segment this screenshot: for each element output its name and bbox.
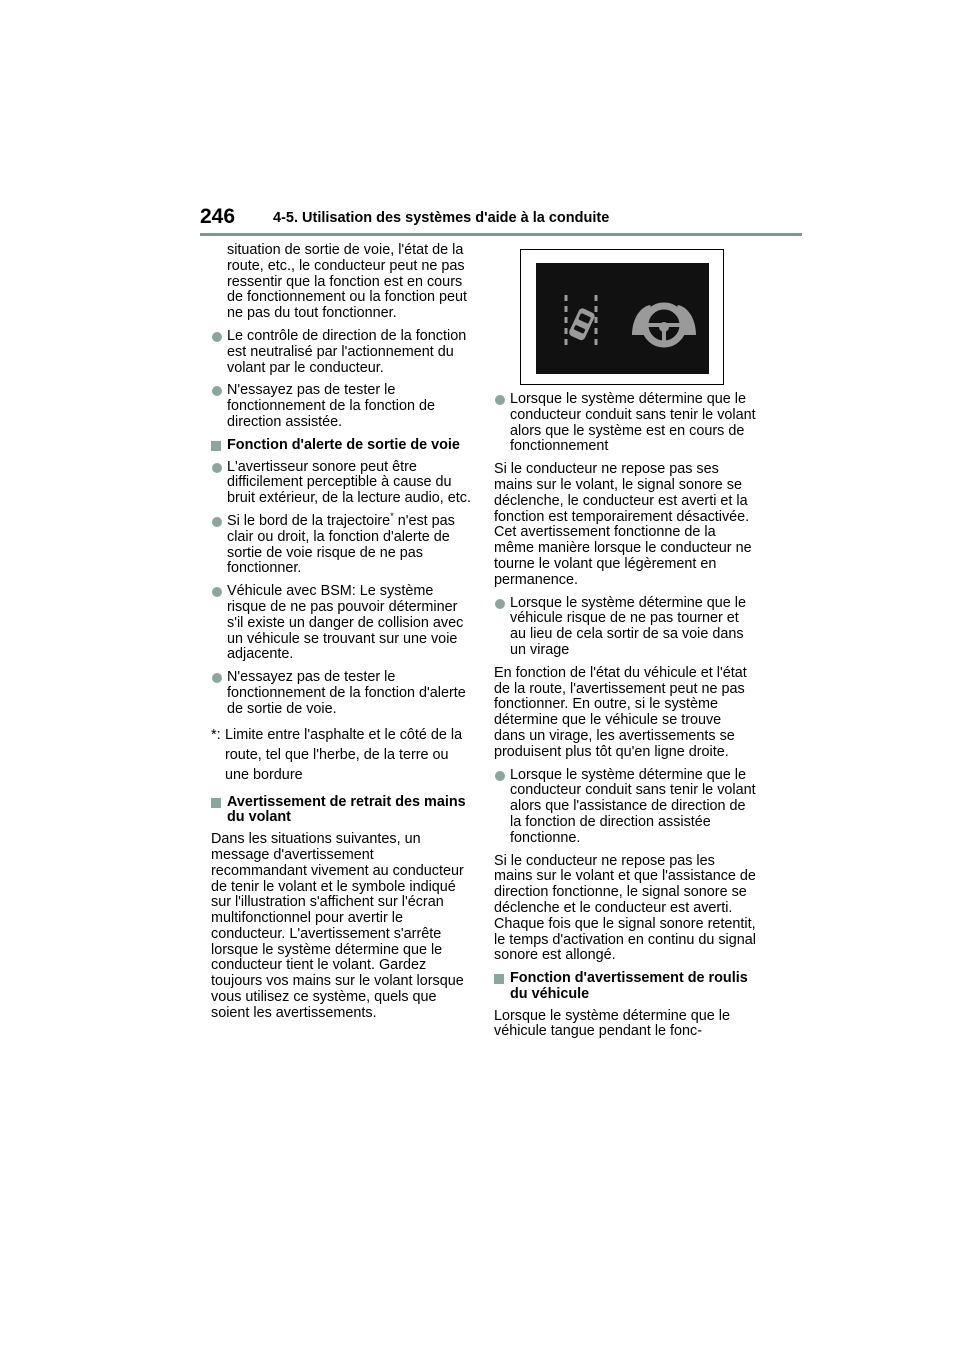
lane-departure-icon <box>566 295 596 345</box>
bullet-item <box>211 329 473 376</box>
bullet-dot-icon <box>495 395 505 405</box>
page-header <box>200 205 802 235</box>
footnote <box>211 725 473 785</box>
right-column <box>494 392 756 1047</box>
bullet-item <box>211 670 473 717</box>
section-heading-lane-alert <box>211 438 473 454</box>
bullet-dot-icon <box>212 587 222 597</box>
continuation-text: situation de sortie de voie, l'état de la route, etc., le conducteur peut ne pas ressentir que la fonction est en cours de fonctionnement ou la fonction peut ne pas du tout fonctionner. <box>227 242 468 322</box>
display-icons <box>536 263 709 374</box>
bullet-text: N'essayez pas de tester le fonctionnement de la fonction d'alerte de sortie de voie. <box>227 669 466 717</box>
bullet-dot-icon <box>212 463 222 473</box>
multi-information-display <box>536 263 709 374</box>
paragraph: Dans les situations suivantes, un message d'avertissement recommandant vivement au conducteur de tenir le volant et le symbole indiqué sur l'illustration s'affichent sur l'écran multifonctionnel pour avertir le conducteur. L'avertissement s'arrête lorsque le système détermine que le conducteur tient le volant. Gardez toujours vos mains sur le volant lorsque vous utilisez ce système, quels que soient les avertissements. <box>211 831 464 1021</box>
bullet-text: Le contrôle de direction de la fonction est neutralisé par l'actionnement du volant par le conducteur. <box>227 327 467 376</box>
illustration-figure <box>520 249 724 385</box>
bullet-item <box>494 768 756 847</box>
bullet-dot-icon <box>212 517 222 527</box>
bullet-dot-icon <box>212 386 222 396</box>
footnote-ref: * <box>390 511 394 522</box>
header-rule <box>200 233 802 236</box>
bullet-text: Véhicule avec BSM: Le système risque de ne pas pouvoir déterminer s'il existe un danger de collision avec un véhicule se trouvant sur une voie adjacente. <box>227 583 464 663</box>
left-column <box>211 243 473 1029</box>
bullet-item <box>211 460 473 507</box>
paragraph: En fonction de l'état du véhicule et l'état de la route, l'avertissement peut ne pas fonctionner. En outre, si le système détermine que le véhicule se trouve dans un virage, les avertissements se produisent plus tôt qu'en ligne droite. <box>494 664 747 760</box>
bullet-item <box>494 596 756 659</box>
heading-square-icon <box>211 798 221 808</box>
bullet-dot-icon <box>212 332 222 342</box>
heading-square-icon <box>211 441 221 451</box>
hands-on-wheel-icon <box>632 305 696 344</box>
bullet-dot-icon <box>212 673 222 683</box>
bullet-text: Lorsque le système détermine que le véhicule risque de ne pas tourner et au lieu de cela sortir de sa voie dans un virage <box>510 594 746 658</box>
paragraph: Si le conducteur ne repose pas les mains sur le volant et que l'assistance de direction fonctionne, le signal sonore se déclenche et le conducteur est averti. Chaque fois que le signal sonore retentit, le temps d'activation en continu du signal sonore est allongé. <box>494 852 756 964</box>
heading-square-icon <box>494 974 504 984</box>
footnote-text: Limite entre l'asphalte et le côté de la route, tel que l'herbe, de la terre ou une bordure <box>225 726 463 783</box>
heading-text: Fonction d'avertissement de roulis du véhicule <box>510 970 748 1002</box>
bullet-text-post: n'est pas clair ou droit, la fonction d'alerte de sortie de voie risque de ne pas fonctionner. <box>227 512 455 577</box>
bullet-dot-icon <box>495 771 505 781</box>
page-number: 246 <box>200 205 236 228</box>
bullet-text: Lorsque le système détermine que le conducteur conduit sans tenir le volant alors que l'assistance de direction de la fonction de direction assistée fonctionne. <box>510 766 756 846</box>
footnote-mark: *: <box>211 726 221 743</box>
section-heading-sway <box>494 971 756 1003</box>
heading-text: Fonction d'alerte de sortie de voie <box>227 436 460 453</box>
section-heading-hands-off <box>211 795 473 827</box>
bullet-text-pre: Si le bord de la trajectoire <box>227 512 391 529</box>
bullet-dot-icon <box>495 599 505 609</box>
bullet-item <box>494 392 756 455</box>
heading-text: Avertissement de retrait des mains du volant <box>227 793 466 826</box>
bullet-item <box>211 511 473 577</box>
bullet-text: L'avertisseur sonore peut être difficilement perceptible à cause du bruit extérieur, de la lecture audio, etc. <box>227 458 471 507</box>
bullet-text: Lorsque le système détermine que le conducteur conduit sans tenir le volant alors que le système est en cours de fonctionnement <box>510 391 756 455</box>
paragraph: Si le conducteur ne repose pas ses mains sur le volant, le signal sonore se déclenche, le conducteur est averti et la fonction est temporairement désactivée. Cet avertissement fonctionne de la même manière lorsque le conducteur ne tourne le volant que légèrement en permanence. <box>494 461 752 588</box>
section-title: 4-5. Utilisation des systèmes d'aide à la conduite <box>273 210 610 226</box>
bullet-text: N'essayez pas de tester le fonctionnement de la fonction de direction assistée. <box>227 382 436 430</box>
bullet-item <box>211 383 473 430</box>
bullet-item <box>211 584 473 663</box>
paragraph: Lorsque le système détermine que le véhicule tangue pendant le fonc- <box>494 1007 730 1040</box>
